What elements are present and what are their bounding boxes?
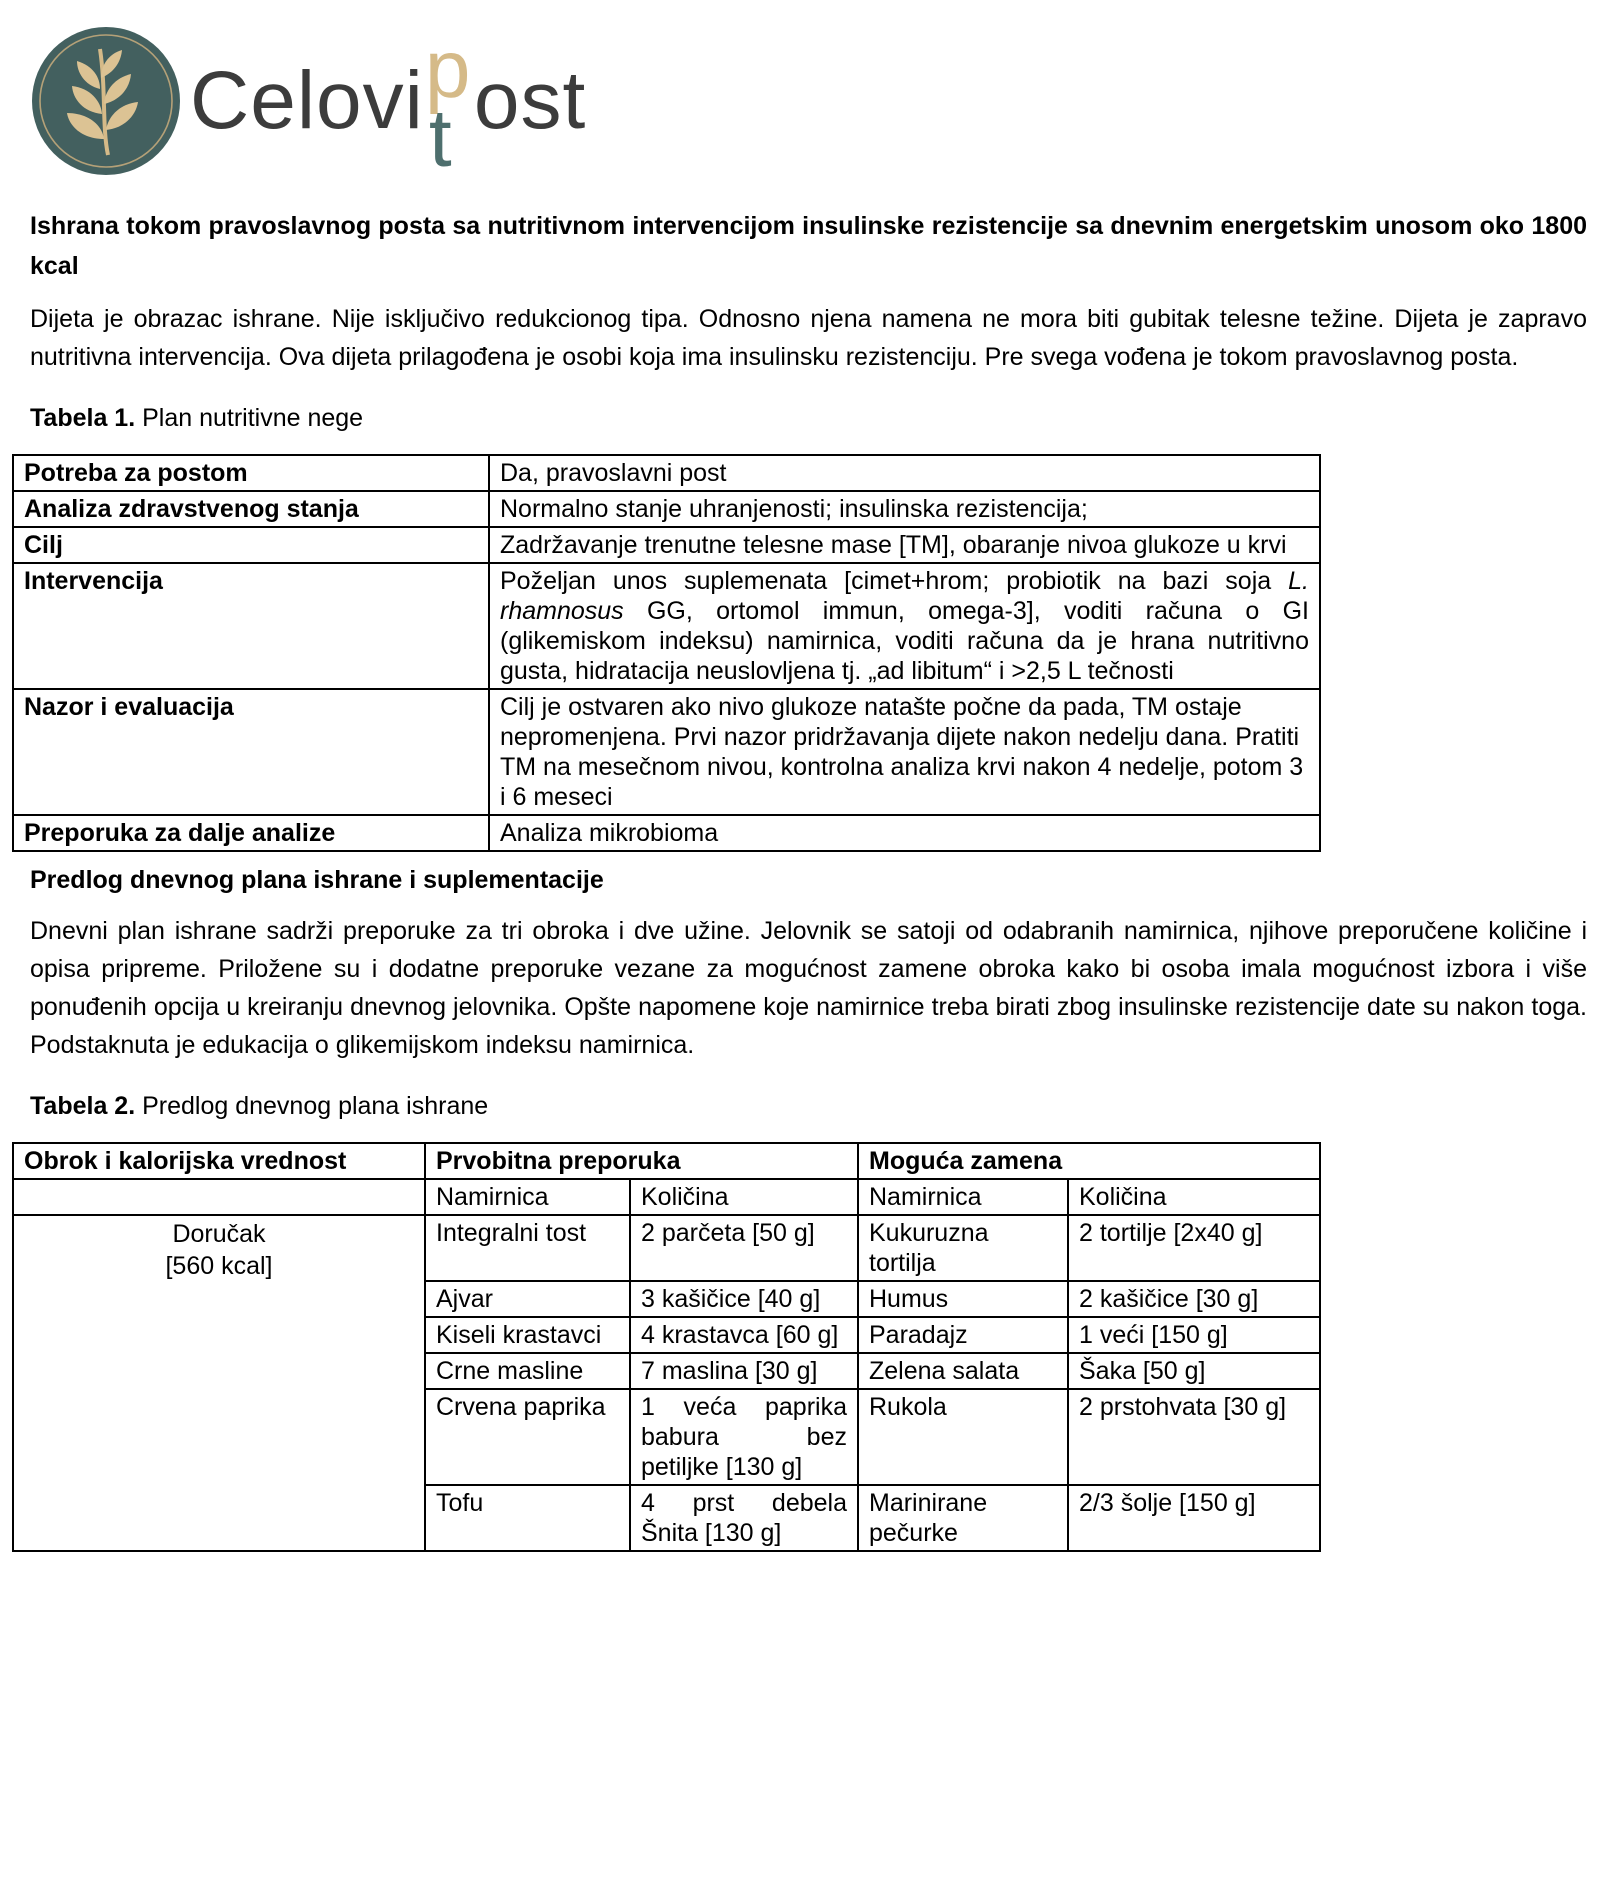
row-label: Intervencija	[13, 563, 489, 689]
logo-pt-stack	[424, 24, 474, 184]
logo	[30, 22, 1587, 184]
table-row	[13, 689, 1320, 815]
cell-zamena-kolicina: Šaka [50 g]	[1068, 1353, 1320, 1389]
subheader-kolicina-1: Količina	[630, 1179, 858, 1215]
cell-kolicina: 2 parčeta [50 g]	[630, 1215, 858, 1281]
cell-zamena-namirnica: Zelena salata	[858, 1353, 1068, 1389]
logo-wordmark	[190, 22, 587, 184]
cell-kolicina: 4 krastavca [60 g]	[630, 1317, 858, 1353]
cell-zamena-namirnica: Marinirane pečurke	[858, 1485, 1068, 1551]
intro-paragraph: Dijeta je obrazac ishrane. Nije isključivo redukcionog tipa. Odnosno njena namena ne mora biti gubitak telesne težine. Dijeta je zapravo nutritivna intervencija. Ova dijeta prilagođena je osobi koja ima insulinsku rezistenciju. Pre svega vođena je tokom pravoslavnog posta.	[30, 305, 1587, 371]
row-label: Nazor i evaluacija	[13, 689, 489, 815]
cell-namirnica: Tofu	[425, 1485, 630, 1551]
cell-namirnica: Crne masline	[425, 1353, 630, 1389]
cell-namirnica: Kiseli krastavci	[425, 1317, 630, 1353]
table-dnevni-plan-ishrane	[12, 1142, 1321, 1552]
row-value	[489, 563, 1320, 689]
intervencija-text-post: GG, ortomol immun, omega-3], voditi računa o GI (glikemiskom indeksu) namirnica, voditi računa da je hrana nutritivno gusta, hidratacija neuslovljena tj. „ad libitum“ i >2,5 L tečnosti	[500, 597, 1309, 685]
section-heading: Predlog dnevnog plana ishrane i suplementacije	[30, 866, 604, 894]
cell-namirnica: Ajvar	[425, 1281, 630, 1317]
row-label: Analiza zdravstvenog stanja	[13, 491, 489, 527]
cell-zamena-namirnica: Humus	[858, 1281, 1068, 1317]
table2-caption-label: Tabela 2.	[30, 1092, 136, 1120]
row-label: Potreba za postom	[13, 455, 489, 491]
cell-zamena-kolicina: 2 prstohvata [30 g]	[1068, 1389, 1320, 1485]
row-value: Analiza mikrobioma	[489, 815, 1320, 851]
table-row	[13, 491, 1320, 527]
row-value: Cilj je ostvaren ako nivo glukoze natašte počne da pada, TM ostaje nepromenjena. Prvi nazor pridržavanja dijete nakon nedelju dana. Pratiti TM na mesečnom nivou, kontrolna analiza krvi nakon 4 nedelje, potom 3 i 6 meseci	[489, 689, 1320, 815]
cell-kolicina: 4 prst debela Šnita [130 g]	[630, 1485, 858, 1551]
cell-zamena-namirnica: Kukuruzna tortilja	[858, 1215, 1068, 1281]
table1-caption	[30, 402, 1587, 434]
logo-letter-t: t	[428, 93, 453, 184]
cell-zamena-namirnica: Paradajz	[858, 1317, 1068, 1353]
meal-kcal: [560 kcal]	[165, 1252, 273, 1280]
table-subheader-row	[13, 1179, 1320, 1215]
logo-letter-p: p	[424, 24, 472, 115]
subheader-namirnica-1: Namirnica	[425, 1179, 630, 1215]
intervencija-text-pre: Poželjan unos suplemenata [cimet+hrom; probiotik na bazi soja	[500, 567, 1289, 595]
table2-caption-text: Predlog dnevnog plana ishrane	[135, 1092, 489, 1120]
table-header-row	[13, 1143, 1320, 1179]
subheader-empty	[13, 1179, 425, 1215]
table-row	[13, 563, 1320, 689]
row-label: Preporuka za dalje analize	[13, 815, 489, 851]
header-prvobitna-preporuka: Prvobitna preporuka	[425, 1143, 858, 1179]
subheader-namirnica-2: Namirnica	[858, 1179, 1068, 1215]
cell-zamena-namirnica: Rukola	[858, 1389, 1068, 1485]
table-row	[13, 815, 1320, 851]
table1-caption-text: Plan nutritivne nege	[135, 404, 364, 432]
cell-zamena-kolicina: 1 veći [150 g]	[1068, 1317, 1320, 1353]
row-value: Zadržavanje trenutne telesne mase [TM], obaranje nivoa glukoze u krvi	[489, 527, 1320, 563]
plant-branch-icon	[30, 25, 182, 177]
section-paragraph: Dnevni plan ishrane sadrži preporuke za tri obroka i dve užine. Jelovnik se satoji od odabranih namirnica, njihove preporučene količine i opisa pripreme. Priložene su i dodatne preporuke vezane za mogućnost zamene obroka kako bi osoba imala mogućnost izbora i više ponuđenih opcija u kreiranju dnevnog jelovnika. Opšte napomene koje namirnice treba birati zbog insulinske rezistencije date su nakon toga. Podstaknuta je edukacija o glikemijskom indeksu namirnica.	[30, 917, 1587, 1059]
cell-namirnica: Integralni tost	[425, 1215, 630, 1281]
cell-namirnica: Crvena paprika	[425, 1389, 630, 1485]
row-label: Cilj	[13, 527, 489, 563]
header-moguca-zamena: Moguća zamena	[858, 1143, 1320, 1179]
subheader-kolicina-2: Količina	[1068, 1179, 1320, 1215]
header-obrok: Obrok i kalorijska vrednost	[13, 1143, 425, 1179]
table2-caption	[30, 1090, 1587, 1122]
intervencija-latin-name: L. rhamnosus	[500, 567, 1309, 625]
meal-cell	[13, 1215, 425, 1551]
table-row	[13, 455, 1320, 491]
document-title: Ishrana tokom pravoslavnog posta sa nutritivnom intervencijom insulinske rezistencije sa dnevnim energetskim unosom oko 1800 kcal	[30, 212, 1587, 280]
table-row	[13, 1215, 1320, 1281]
meal-name: Doručak	[172, 1220, 266, 1248]
row-value: Normalno stanje uhranjenosti; insulinska rezistencija;	[489, 491, 1320, 527]
cell-zamena-kolicina: 2 kašičice [30 g]	[1068, 1281, 1320, 1317]
table1-caption-label: Tabela 1.	[30, 404, 136, 432]
logo-text-ost: ost	[473, 55, 587, 146]
row-value: Da, pravoslavni post	[489, 455, 1320, 491]
table-plan-nutritivne-nege	[12, 454, 1321, 852]
table-row	[13, 527, 1320, 563]
cell-kolicina: 1 veća paprika babura bez petiljke [130 g]	[630, 1389, 858, 1485]
cell-kolicina: 3 kašičice [40 g]	[630, 1281, 858, 1317]
cell-zamena-kolicina: 2 tortilje [2x40 g]	[1068, 1215, 1320, 1281]
cell-kolicina: 7 maslina [30 g]	[630, 1353, 858, 1389]
logo-text-celovi: Celovi	[190, 55, 424, 146]
cell-zamena-kolicina: 2/3 šolje [150 g]	[1068, 1485, 1320, 1551]
